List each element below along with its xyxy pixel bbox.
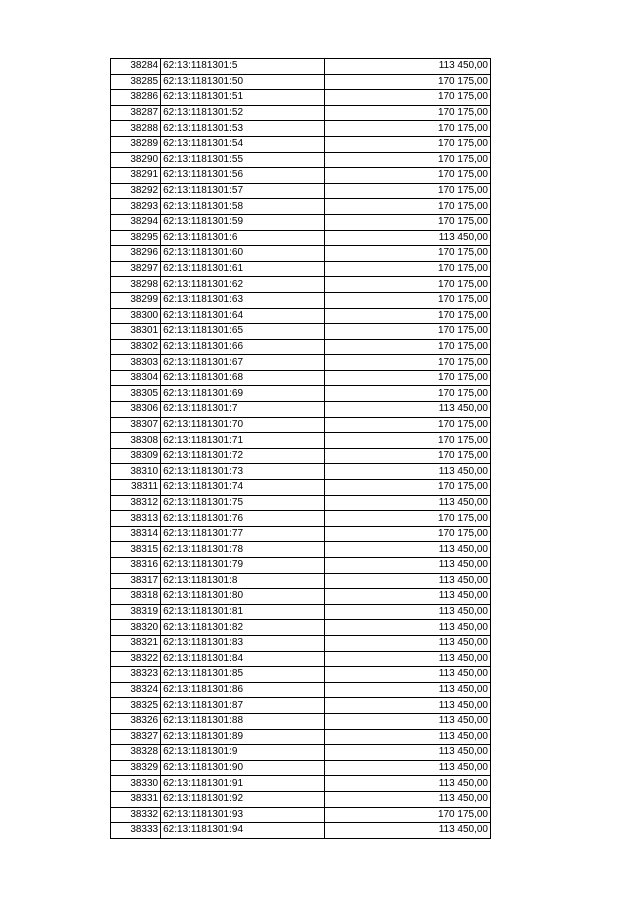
row-number-cell: 38289 [111, 136, 161, 152]
cadastral-number-cell: 62:13:1181301:67 [161, 355, 324, 371]
cadastral-number-cell: 62:13:1181301:83 [161, 635, 324, 651]
row-number-cell: 38324 [111, 682, 161, 698]
value-cell: 170 175,00 [324, 121, 490, 137]
value-cell: 170 175,00 [324, 386, 490, 402]
value-cell: 170 175,00 [324, 433, 490, 449]
row-number-cell: 38327 [111, 729, 161, 745]
table-row [111, 277, 491, 293]
table-row [111, 698, 491, 714]
row-number-cell: 38321 [111, 635, 161, 651]
row-number-cell: 38285 [111, 74, 161, 90]
row-number-cell: 38326 [111, 713, 161, 729]
row-number-cell: 38310 [111, 464, 161, 480]
table-row [111, 168, 491, 184]
table-row [111, 589, 491, 605]
row-number-cell: 38291 [111, 168, 161, 184]
row-number-cell: 38286 [111, 90, 161, 106]
row-number-cell: 38323 [111, 667, 161, 683]
table-row [111, 667, 491, 683]
value-cell: 113 450,00 [324, 713, 490, 729]
cadastral-number-cell: 62:13:1181301:7 [161, 402, 324, 418]
table-row [111, 776, 491, 792]
cadastral-number-cell: 62:13:1181301:82 [161, 620, 324, 636]
value-cell: 170 175,00 [324, 90, 490, 106]
cadastral-number-cell: 62:13:1181301:60 [161, 246, 324, 262]
row-number-cell: 38315 [111, 542, 161, 558]
value-cell: 113 450,00 [324, 698, 490, 714]
table-row [111, 90, 491, 106]
value-cell: 170 175,00 [324, 199, 490, 215]
table-row [111, 745, 491, 761]
row-number-cell: 38295 [111, 230, 161, 246]
cadastral-number-cell: 62:13:1181301:56 [161, 168, 324, 184]
row-number-cell: 38322 [111, 651, 161, 667]
row-number-cell: 38298 [111, 277, 161, 293]
table-row [111, 651, 491, 667]
value-cell: 113 450,00 [324, 402, 490, 418]
row-number-cell: 38328 [111, 745, 161, 761]
row-number-cell: 38288 [111, 121, 161, 137]
row-number-cell: 38319 [111, 604, 161, 620]
cadastral-number-cell: 62:13:1181301:51 [161, 90, 324, 106]
cadastral-number-cell: 62:13:1181301:84 [161, 651, 324, 667]
value-cell: 170 175,00 [324, 136, 490, 152]
value-cell: 113 450,00 [324, 791, 490, 807]
row-number-cell: 38331 [111, 791, 161, 807]
value-cell: 113 450,00 [324, 667, 490, 683]
table-row [111, 713, 491, 729]
row-number-cell: 38299 [111, 292, 161, 308]
cadastral-number-cell: 62:13:1181301:79 [161, 558, 324, 574]
row-number-cell: 38329 [111, 760, 161, 776]
row-number-cell: 38292 [111, 183, 161, 199]
table-row [111, 729, 491, 745]
row-number-cell: 38318 [111, 589, 161, 605]
table-row [111, 558, 491, 574]
row-number-cell: 38333 [111, 823, 161, 839]
value-cell: 113 450,00 [324, 604, 490, 620]
table-row [111, 199, 491, 215]
cadastral-number-cell: 62:13:1181301:63 [161, 292, 324, 308]
table-row [111, 480, 491, 496]
cadastral-number-cell: 62:13:1181301:9 [161, 745, 324, 761]
cadastral-number-cell: 62:13:1181301:5 [161, 59, 324, 75]
table-row [111, 152, 491, 168]
cadastral-number-cell: 62:13:1181301:8 [161, 573, 324, 589]
row-number-cell: 38320 [111, 620, 161, 636]
value-cell: 170 175,00 [324, 214, 490, 230]
table-row [111, 386, 491, 402]
cadastral-number-cell: 62:13:1181301:50 [161, 74, 324, 90]
row-number-cell: 38301 [111, 324, 161, 340]
cadastral-number-cell: 62:13:1181301:54 [161, 136, 324, 152]
value-cell: 113 450,00 [324, 823, 490, 839]
cadastral-number-cell: 62:13:1181301:72 [161, 448, 324, 464]
row-number-cell: 38302 [111, 339, 161, 355]
cadastral-number-cell: 62:13:1181301:85 [161, 667, 324, 683]
table-row [111, 261, 491, 277]
cadastral-number-cell: 62:13:1181301:74 [161, 480, 324, 496]
cadastral-number-cell: 62:13:1181301:57 [161, 183, 324, 199]
table-row [111, 230, 491, 246]
cadastral-number-cell: 62:13:1181301:69 [161, 386, 324, 402]
table-row [111, 682, 491, 698]
value-cell: 113 450,00 [324, 59, 490, 75]
value-cell: 113 450,00 [324, 542, 490, 558]
value-cell: 170 175,00 [324, 308, 490, 324]
table-row [111, 573, 491, 589]
row-number-cell: 38330 [111, 776, 161, 792]
table-row [111, 121, 491, 137]
cadastral-number-cell: 62:13:1181301:73 [161, 464, 324, 480]
table-row [111, 620, 491, 636]
table-row [111, 604, 491, 620]
cadastral-number-cell: 62:13:1181301:64 [161, 308, 324, 324]
cadastral-number-cell: 62:13:1181301:88 [161, 713, 324, 729]
table-row [111, 791, 491, 807]
table-row [111, 495, 491, 511]
cadastral-number-cell: 62:13:1181301:58 [161, 199, 324, 215]
row-number-cell: 38313 [111, 511, 161, 527]
cadastral-number-cell: 62:13:1181301:81 [161, 604, 324, 620]
table-row [111, 433, 491, 449]
row-number-cell: 38284 [111, 59, 161, 75]
value-cell: 170 175,00 [324, 339, 490, 355]
cadastral-number-cell: 62:13:1181301:52 [161, 105, 324, 121]
cadastral-number-cell: 62:13:1181301:89 [161, 729, 324, 745]
table-row [111, 635, 491, 651]
cadastral-number-cell: 62:13:1181301:71 [161, 433, 324, 449]
value-cell: 170 175,00 [324, 183, 490, 199]
value-cell: 113 450,00 [324, 464, 490, 480]
table-row [111, 417, 491, 433]
row-number-cell: 38294 [111, 214, 161, 230]
cadastral-number-cell: 62:13:1181301:6 [161, 230, 324, 246]
table-row [111, 448, 491, 464]
cadastral-number-cell: 62:13:1181301:65 [161, 324, 324, 340]
value-cell: 170 175,00 [324, 152, 490, 168]
table-row [111, 823, 491, 839]
value-cell: 170 175,00 [324, 417, 490, 433]
row-number-cell: 38309 [111, 448, 161, 464]
table-row [111, 511, 491, 527]
value-cell: 170 175,00 [324, 74, 490, 90]
table-row [111, 74, 491, 90]
table-row [111, 246, 491, 262]
table-row [111, 324, 491, 340]
value-cell: 113 450,00 [324, 573, 490, 589]
row-number-cell: 38316 [111, 558, 161, 574]
value-cell: 113 450,00 [324, 651, 490, 667]
value-cell: 170 175,00 [324, 355, 490, 371]
value-cell: 170 175,00 [324, 526, 490, 542]
row-number-cell: 38296 [111, 246, 161, 262]
row-number-cell: 38317 [111, 573, 161, 589]
cadastral-number-cell: 62:13:1181301:66 [161, 339, 324, 355]
row-number-cell: 38304 [111, 370, 161, 386]
value-cell: 170 175,00 [324, 277, 490, 293]
row-number-cell: 38305 [111, 386, 161, 402]
value-cell: 113 450,00 [324, 776, 490, 792]
value-cell: 113 450,00 [324, 682, 490, 698]
value-cell: 113 450,00 [324, 635, 490, 651]
row-number-cell: 38314 [111, 526, 161, 542]
row-number-cell: 38332 [111, 807, 161, 823]
value-cell: 113 450,00 [324, 760, 490, 776]
table-row [111, 355, 491, 371]
table-row [111, 760, 491, 776]
row-number-cell: 38303 [111, 355, 161, 371]
value-cell: 170 175,00 [324, 448, 490, 464]
value-cell: 170 175,00 [324, 105, 490, 121]
value-cell: 113 450,00 [324, 745, 490, 761]
row-number-cell: 38306 [111, 402, 161, 418]
value-cell: 170 175,00 [324, 168, 490, 184]
cadastral-number-cell: 62:13:1181301:87 [161, 698, 324, 714]
cadastral-number-cell: 62:13:1181301:77 [161, 526, 324, 542]
value-cell: 170 175,00 [324, 261, 490, 277]
value-cell: 170 175,00 [324, 511, 490, 527]
value-cell: 113 450,00 [324, 589, 490, 605]
table-body [111, 59, 491, 839]
row-number-cell: 38287 [111, 105, 161, 121]
cadastral-number-cell: 62:13:1181301:78 [161, 542, 324, 558]
cadastral-number-cell: 62:13:1181301:59 [161, 214, 324, 230]
cadastral-number-cell: 62:13:1181301:53 [161, 121, 324, 137]
table-row [111, 370, 491, 386]
table-row [111, 183, 491, 199]
cadastral-number-cell: 62:13:1181301:91 [161, 776, 324, 792]
value-cell: 113 450,00 [324, 620, 490, 636]
value-cell: 113 450,00 [324, 558, 490, 574]
table-row [111, 105, 491, 121]
table-row [111, 339, 491, 355]
cadastral-value-table [110, 58, 491, 839]
row-number-cell: 38297 [111, 261, 161, 277]
row-number-cell: 38300 [111, 308, 161, 324]
row-number-cell: 38308 [111, 433, 161, 449]
value-cell: 113 450,00 [324, 230, 490, 246]
table-row [111, 542, 491, 558]
cadastral-number-cell: 62:13:1181301:86 [161, 682, 324, 698]
value-cell: 170 175,00 [324, 292, 490, 308]
table-row [111, 526, 491, 542]
value-cell: 170 175,00 [324, 370, 490, 386]
table-row [111, 807, 491, 823]
row-number-cell: 38311 [111, 480, 161, 496]
row-number-cell: 38325 [111, 698, 161, 714]
row-number-cell: 38290 [111, 152, 161, 168]
row-number-cell: 38293 [111, 199, 161, 215]
row-number-cell: 38312 [111, 495, 161, 511]
cadastral-number-cell: 62:13:1181301:92 [161, 791, 324, 807]
value-cell: 170 175,00 [324, 480, 490, 496]
cadastral-number-cell: 62:13:1181301:80 [161, 589, 324, 605]
value-cell: 170 175,00 [324, 324, 490, 340]
cadastral-number-cell: 62:13:1181301:70 [161, 417, 324, 433]
cadastral-number-cell: 62:13:1181301:93 [161, 807, 324, 823]
cadastral-number-cell: 62:13:1181301:62 [161, 277, 324, 293]
table-row [111, 308, 491, 324]
table-row [111, 59, 491, 75]
table-row [111, 214, 491, 230]
table-row [111, 136, 491, 152]
cadastral-number-cell: 62:13:1181301:68 [161, 370, 324, 386]
value-cell: 113 450,00 [324, 729, 490, 745]
table-row [111, 402, 491, 418]
value-cell: 170 175,00 [324, 246, 490, 262]
value-cell: 170 175,00 [324, 807, 490, 823]
row-number-cell: 38307 [111, 417, 161, 433]
table-row [111, 292, 491, 308]
cadastral-number-cell: 62:13:1181301:90 [161, 760, 324, 776]
cadastral-number-cell: 62:13:1181301:55 [161, 152, 324, 168]
cadastral-number-cell: 62:13:1181301:61 [161, 261, 324, 277]
value-cell: 113 450,00 [324, 495, 490, 511]
cadastral-number-cell: 62:13:1181301:75 [161, 495, 324, 511]
cadastral-number-cell: 62:13:1181301:94 [161, 823, 324, 839]
cadastral-number-cell: 62:13:1181301:76 [161, 511, 324, 527]
table-row [111, 464, 491, 480]
